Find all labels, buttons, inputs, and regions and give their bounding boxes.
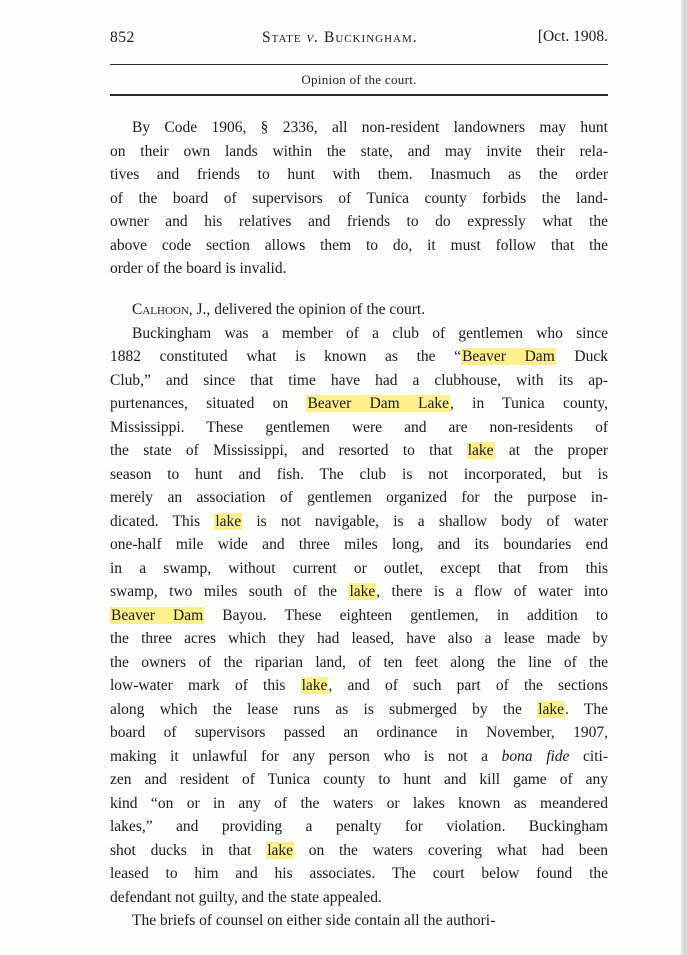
text-run: in a swamp, without current or outlet, except that from this	[110, 559, 608, 577]
opinion-line	[110, 768, 608, 792]
text-run: lakes,” and providing a penalty for violation. Buckingham	[110, 818, 608, 835]
term-date: [Oct. 1908.	[537, 28, 608, 45]
italic-term: bona fide	[501, 747, 570, 765]
header-rule	[110, 64, 608, 65]
opinion-intro-line	[110, 298, 608, 322]
opinion-line	[110, 627, 608, 651]
opinion-line	[110, 886, 608, 910]
opinion-line	[110, 463, 608, 487]
opinion-line	[110, 392, 608, 416]
text-run: , and of such part of the sections	[328, 677, 608, 694]
page-edge-shadow	[681, 0, 687, 955]
text-run: 1882 constituted what is known as the “	[110, 348, 462, 365]
text-run: the three acres which they had leased, have also a lease made by	[110, 630, 608, 647]
section-subheading: Opinion of the court.	[301, 72, 417, 87]
text-run: is not navigable, is a shallow body of water	[242, 512, 608, 530]
case-title-defendant: Buckingham.	[323, 29, 418, 46]
text-run: making it unlawful for any person who is not a	[110, 747, 502, 765]
text-run: on the waters covering what had been	[294, 841, 608, 859]
opinion-intro	[110, 298, 608, 322]
text-run: the owners of the riparian land, of ten feet along the line of the	[110, 653, 608, 671]
text-run: , there is a flow of water into	[376, 583, 608, 600]
search-highlight: lake	[349, 583, 376, 600]
syllabus-paragraph	[110, 116, 608, 281]
opinion-line	[110, 369, 608, 393]
opinion-line	[110, 604, 608, 628]
text-run: Club,” and since that time have had a clubhouse, with its ap-	[110, 371, 608, 389]
opinion-line	[110, 745, 608, 769]
search-highlight: lake	[267, 841, 294, 859]
text-run: swamp, two miles south of the	[110, 583, 349, 600]
text-run: kind “on or in any of the waters or lakes known as meandered	[110, 794, 608, 812]
search-highlight: lake	[538, 700, 565, 718]
opinion-line	[110, 416, 608, 440]
opinion-line	[110, 839, 608, 863]
text-run: merely an association of gentlemen organized for the purpose in-	[110, 489, 608, 506]
text-run: along which the lease runs as is submerged by the	[110, 700, 538, 718]
text-run: . The	[565, 700, 608, 718]
text-run: at the proper	[494, 442, 608, 459]
opinion-line	[110, 721, 608, 745]
text-run: , in Tunica county,	[449, 395, 608, 412]
case-title	[262, 29, 418, 47]
opinion-line	[110, 533, 608, 557]
text-run: Buckingham was a member of a club of gentlemen who since	[132, 324, 608, 342]
text-run: season to hunt and fish. The club is not incorporated, but is	[110, 465, 608, 483]
opinion-line	[110, 698, 608, 722]
opinion-line	[110, 792, 608, 816]
search-highlight: Beaver Dam	[462, 348, 555, 365]
text-run: low-water mark of this	[110, 677, 301, 694]
search-highlight: lake	[467, 442, 494, 459]
syllabus-line: By Code 1906, § 2336, all non-resident landowners may hunt	[132, 119, 608, 136]
opinion-line	[110, 439, 608, 463]
opinion-line	[110, 322, 608, 346]
opinion-line	[110, 909, 608, 933]
opinion-line	[110, 674, 608, 698]
opinion-line	[110, 651, 608, 675]
case-title-plaintiff: State	[262, 29, 302, 46]
opinion-line	[110, 862, 608, 886]
case-title-versus: v.	[306, 29, 320, 46]
opinion-line	[110, 345, 608, 369]
syllabus-line: of the board of supervisors of Tunica county forbids the land-	[110, 189, 608, 207]
search-highlight: lake	[215, 512, 242, 530]
search-highlight: Beaver Dam	[111, 606, 204, 624]
text-run: board of supervisors passed an ordinance in November, 1907,	[110, 724, 608, 741]
text-run: Bayou. These eighteen gentlemen, in addition to	[204, 606, 608, 624]
text-run: Mississippi. These gentlemen were and are non-residents of	[110, 418, 608, 436]
text-run: Duck	[555, 348, 608, 365]
opinion-line	[110, 486, 608, 510]
syllabus-line: order of the board is invalid.	[110, 260, 287, 277]
text-run: The briefs of counsel on either side contain all the authori-	[132, 912, 496, 929]
syllabus-line: on their own lands within the state, and may invite their rela-	[110, 142, 608, 160]
text-run: purtenances, situated on	[110, 395, 307, 412]
page-number: 852	[110, 29, 135, 46]
text-run: one-half mile wide and three miles long, and its boundaries end	[110, 536, 608, 553]
text-run: dicated. This	[110, 512, 215, 530]
opinion-line	[110, 815, 608, 839]
running-header	[110, 27, 608, 51]
text-run: defendant not guilty, and the state appealed.	[110, 888, 382, 906]
delivered-text: delivered the opinion of the court.	[210, 301, 426, 318]
opinion-line	[110, 557, 608, 581]
text-run: citi-	[569, 747, 609, 765]
opinion-line	[110, 580, 608, 604]
judge-name: Calhoon, J.,	[132, 301, 211, 318]
opinion-line	[110, 510, 608, 534]
opinion-body	[110, 322, 608, 933]
syllabus-line: owner and his relatives and friends to do expressly what the	[110, 213, 608, 230]
subheading-rule	[110, 94, 608, 96]
search-highlight: lake	[301, 677, 328, 694]
syllabus-line: tives and friends to hunt with them. Inasmuch as the order	[110, 166, 608, 183]
search-highlight: Beaver Dam Lake	[307, 395, 449, 412]
text-run: shot ducks in that	[110, 841, 267, 859]
syllabus-line: above code section allows them to do, it must follow that the	[110, 236, 608, 254]
text-run: zen and resident of Tunica county to hunt and kill game of any	[110, 771, 608, 788]
text-run: leased to him and his associates. The court below found the	[110, 865, 608, 882]
text-run: the state of Mississippi, and resorted to that	[110, 442, 467, 459]
